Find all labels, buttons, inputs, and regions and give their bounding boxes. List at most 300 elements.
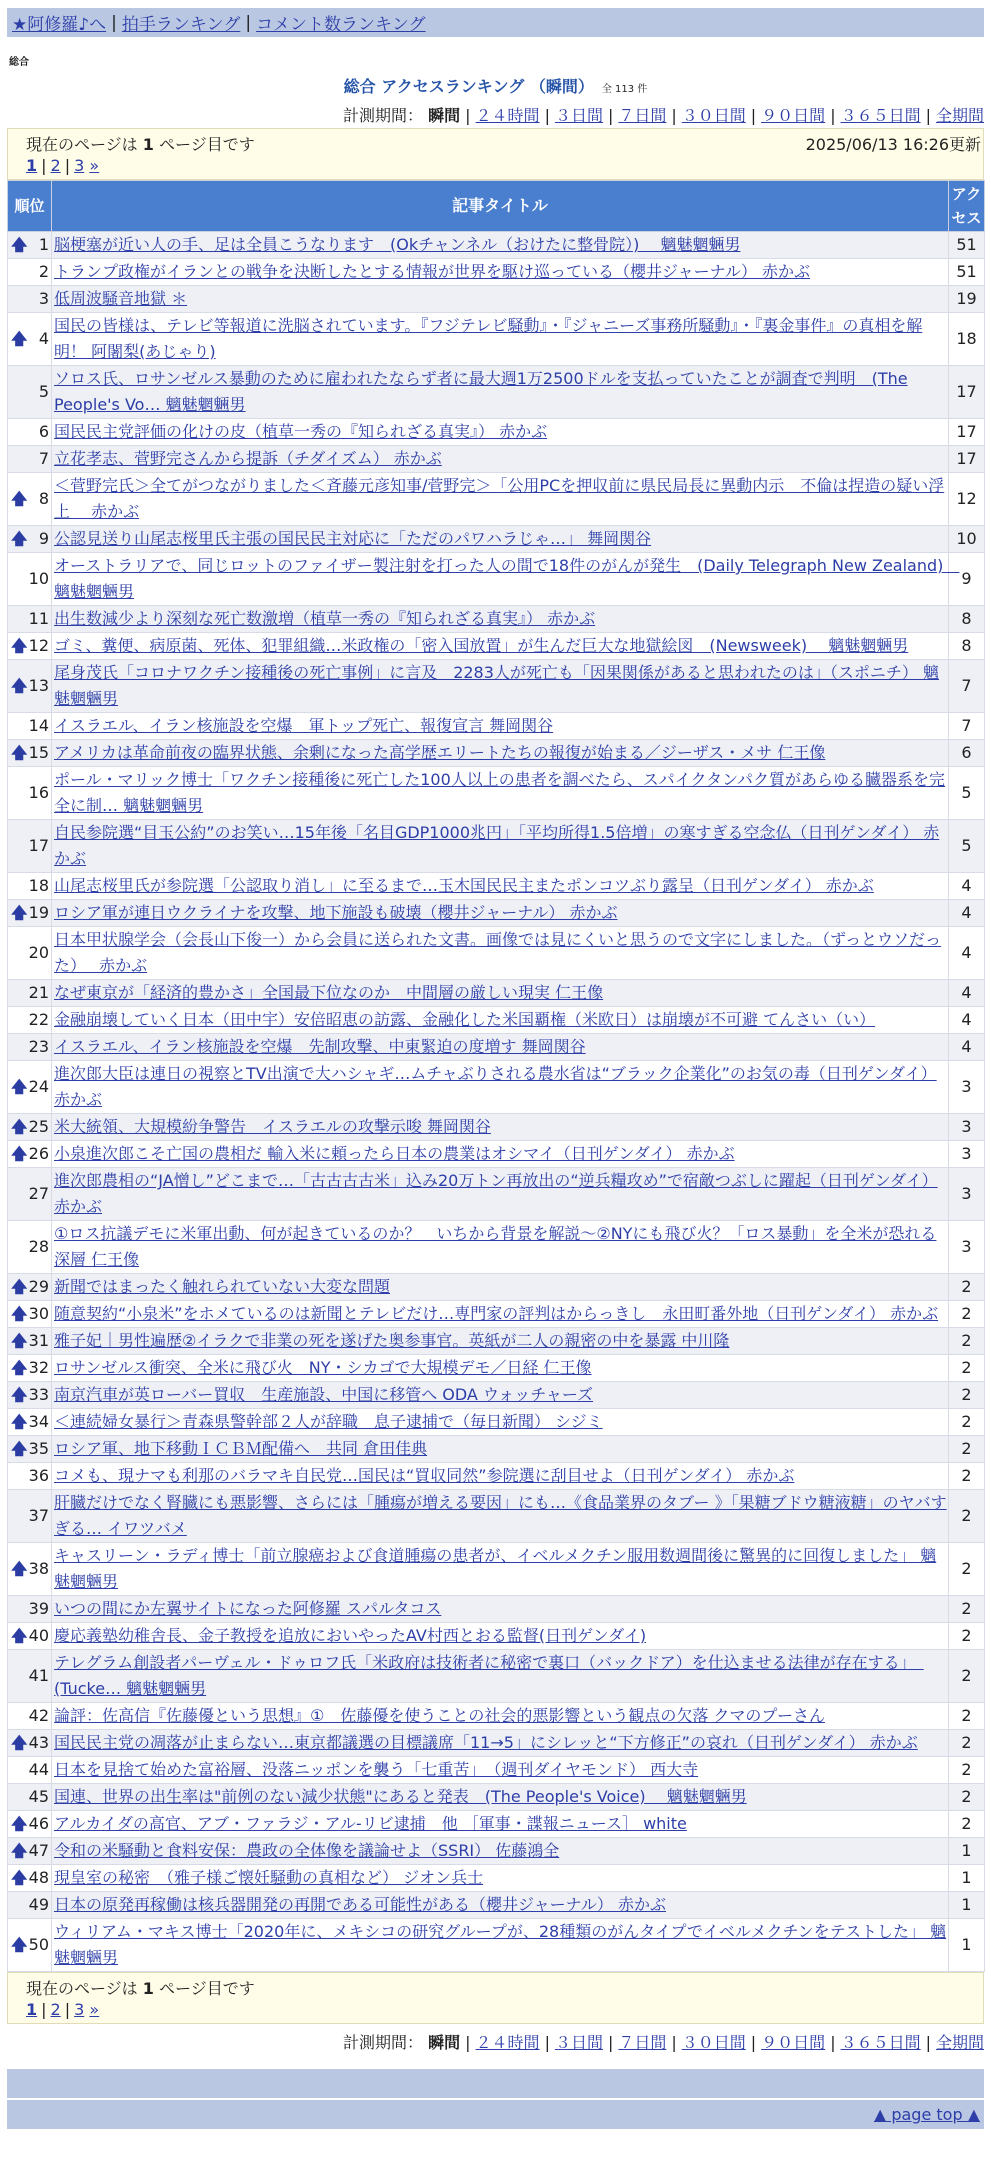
access-count: 2 [949, 1596, 985, 1623]
article-link[interactable]: 肝臓だけでなく腎臓にも悪影響、さらには「腫瘍が増える要因」にも…《食品業界のタブー 》「果糖ブドウ糖液糖」のヤバすぎる… イワツバメ [54, 1493, 947, 1538]
title-cell [52, 526, 949, 553]
rank-cell [8, 1811, 52, 1838]
rank-cell [8, 1650, 52, 1703]
access-count: 3 [949, 1061, 985, 1114]
access-count: 2 [949, 1301, 985, 1328]
title-cell [52, 660, 949, 713]
title-cell [52, 1114, 949, 1141]
table-row [8, 820, 985, 873]
article-link[interactable]: 立花孝志、菅野完さんから提訴（チダイズム） 赤かぶ [54, 449, 442, 468]
rank-up-arrow-icon: 🡅 [11, 1559, 28, 1578]
table-row [8, 980, 985, 1007]
title-cell [52, 553, 960, 606]
article-link[interactable]: イスラエル、イラン核施設を空爆 軍トップ死亡、報復宣言 舞岡関谷 [54, 716, 554, 735]
access-count: 19 [949, 286, 985, 313]
rank-cell [8, 1007, 52, 1034]
rank-number: 6 [38, 422, 49, 441]
rank-cell [8, 1543, 52, 1596]
table-row [8, 419, 985, 446]
article-link[interactable]: 国民民主党評価の化けの皮（植草一秀の『知られざる真実』） 赤かぶ [54, 422, 548, 441]
article-link[interactable]: 金融崩壊していく日本（田中宇）安倍昭恵の訪露、金融化した米国覇権（米欧日）は崩壊が不可避 てんさい（い） [54, 1010, 876, 1029]
access-count: 2 [949, 1463, 985, 1490]
access-count: 4 [949, 1034, 985, 1061]
table-row [8, 473, 985, 526]
article-link[interactable]: キャスリーン・ラディ博士「前立腺癌および食道腫瘍の患者が、イベルメクチン服用数週間後に驚異的に回復しました」 魑魅魍魎男 [54, 1546, 937, 1591]
rank-number: 38 [28, 1559, 49, 1578]
title-cell [52, 740, 949, 767]
access-count: 2 [949, 1784, 985, 1811]
pager-next[interactable]: » [89, 2000, 100, 2019]
article-link[interactable]: 進次郎農相の“JA憎し”どこまで…「古古古古米」込み20万トン再放出の“逆兵糧攻め”で宿敵つぶしに躍起（日刊ゲンダイ） 赤かぶ [54, 1171, 938, 1216]
article-link[interactable]: イスラエル、イラン核施設を空爆 先制攻撃、中東緊迫の度増す 舞岡関谷 [54, 1037, 586, 1056]
rank-cell [8, 473, 52, 526]
article-link[interactable]: 国連、世界の出生率は"前例のない減少状態"にあると発表 (The People's Voice) 魑魅魍魎男 [54, 1787, 747, 1806]
access-count: 1 [949, 1892, 985, 1919]
rank-cell [8, 1382, 52, 1409]
pager-page-3[interactable]: 3 [74, 156, 85, 175]
rank-number: 15 [28, 743, 49, 762]
rank-up-arrow-icon: 🡅 [11, 1144, 28, 1163]
title-cell [52, 1543, 949, 1596]
rank-up-arrow-icon: 🡅 [11, 676, 28, 695]
article-link[interactable]: オーストラリアで、同じロットのファイザー製注射を打った人の間で18件のがんが発生 (Daily Telegraph New Zealand) 魑魅魍魎男 [54, 556, 960, 601]
table-row [8, 1463, 985, 1490]
article-link[interactable]: 日本甲状腺学会（会長山下俊一）から会員に送られた文書。画像では見にくいと思うので文字にしました。（ずっとウソだった） 赤かぶ [54, 930, 942, 975]
access-count: 8 [949, 633, 985, 660]
article-link[interactable]: 慶応義塾幼稚舎長、金子教授を追放においやったAV村西とおる監督(日刊ゲンダイ) [54, 1626, 647, 1645]
article-link[interactable]: 出生数減少より深刻な死亡数激増（植草一秀の『知られざる真実』） 赤かぶ [54, 609, 596, 628]
rank-up-arrow-icon: 🡅 [11, 1331, 28, 1350]
access-count: 4 [949, 1007, 985, 1034]
rank-number: 25 [28, 1117, 49, 1136]
access-count: 51 [949, 259, 985, 286]
rank-up-arrow-icon: 🡅 [11, 235, 28, 254]
article-link[interactable]: ゴミ、糞便、病原菌、死体、犯罪組織…米政権の「密入国放置」が生んだ巨大な地獄絵図 (Newsweek) 魑魅魍魎男 [54, 636, 909, 655]
period-3d-link[interactable]: ３日間 [554, 106, 603, 125]
pager-page-2[interactable]: 2 [50, 2000, 61, 2019]
page-info-number: 1 [142, 135, 154, 154]
rank-number: 7 [38, 449, 49, 468]
article-link[interactable]: トランプ政権がイランとの戦争を決断したとする情報が世界を駆け巡っている（櫻井ジャーナル） 赤かぶ [54, 262, 810, 281]
clap-ranking-link[interactable]: 拍手ランキング [121, 15, 241, 35]
rank-number: 11 [28, 609, 49, 628]
period-90d-link[interactable]: ９０日間 [761, 2033, 826, 2052]
table-row [8, 1409, 985, 1436]
site-tag: 総合 [9, 57, 29, 68]
rank-cell [8, 1892, 52, 1919]
rank-cell [8, 900, 52, 927]
table-row [8, 1061, 985, 1114]
title-cell [52, 286, 949, 313]
rank-up-arrow-icon: 🡅 [11, 1439, 28, 1458]
rank-number: 3 [38, 289, 49, 308]
access-count: 17 [949, 446, 985, 473]
title-cell [52, 1221, 949, 1274]
title-cell [52, 1328, 949, 1355]
rank-cell [8, 660, 52, 713]
rank-cell [8, 259, 52, 286]
title-cell [52, 1892, 949, 1919]
access-count: 17 [949, 419, 985, 446]
rank-cell [8, 1436, 52, 1463]
title-cell [52, 1409, 949, 1436]
rank-number: 42 [28, 1706, 49, 1725]
title-cell [52, 473, 949, 526]
rank-cell [8, 1274, 52, 1301]
rank-up-arrow-icon: 🡅 [11, 1385, 28, 1404]
period-all-link[interactable]: 全期間 [935, 2033, 984, 2052]
title-cell [52, 366, 949, 419]
table-row [8, 259, 985, 286]
rank-number: 29 [28, 1277, 49, 1296]
rank-number: 20 [28, 943, 49, 962]
article-link[interactable]: 現皇室の秘密 （雅子様ご懐妊騒動の真相など） ジオン兵士 [54, 1868, 484, 1887]
title-cell [52, 1382, 949, 1409]
title-cell [52, 606, 949, 633]
rank-cell [8, 1221, 52, 1274]
rank-up-arrow-icon: 🡅 [11, 1304, 28, 1323]
period-365d-link[interactable]: ３６５日間 [840, 2033, 921, 2052]
article-link[interactable]: 国民民主党の凋落が止まらない…東京都議選の目標議席「11→5」にシレッと“下方修正”の哀れ（日刊ゲンダイ） 赤かぶ [54, 1733, 918, 1752]
rank-cell [8, 1114, 52, 1141]
rank-cell [8, 1784, 52, 1811]
rank-number: 8 [38, 489, 49, 508]
title-cell [52, 419, 949, 446]
rank-cell [8, 1838, 52, 1865]
rank-cell [8, 1463, 52, 1490]
rank-cell [8, 1865, 52, 1892]
rank-number: 5 [38, 382, 49, 401]
pager-page-3[interactable]: 3 [74, 2000, 85, 2019]
table-row [8, 1703, 985, 1730]
table-row [8, 1757, 985, 1784]
access-count: 12 [949, 473, 985, 526]
table-row [8, 366, 985, 419]
access-count: 2 [949, 1436, 985, 1463]
page-info-suffix: ページ目です [159, 135, 255, 154]
table-row [8, 1382, 985, 1409]
rank-cell [8, 873, 52, 900]
rank-cell [8, 1730, 52, 1757]
pager-next[interactable]: » [89, 156, 100, 175]
table-row [8, 873, 985, 900]
page-top-bar [7, 2100, 984, 2129]
article-link[interactable]: ロシア軍が連日ウクライナを攻撃、地下施設も破壊（櫻井ジャーナル） 赤かぶ [54, 903, 618, 922]
article-link[interactable]: 山尾志桜里氏が参院選「公認取り消し」に至るまで…玉木国民民主またポンコツぶり露呈（日刊ゲンダイ） 赤かぶ [54, 876, 874, 895]
access-count: 2 [949, 1730, 985, 1757]
rank-number: 24 [28, 1077, 49, 1096]
access-count: 2 [949, 1382, 985, 1409]
table-row [8, 1328, 985, 1355]
table-row [8, 1623, 985, 1650]
rank-cell [8, 820, 52, 873]
rank-number: 23 [28, 1037, 49, 1056]
rank-cell [8, 232, 52, 259]
article-link[interactable]: 随意契約“小泉米”をホメているのは新聞とテレビだけ…専門家の評判はからっきし 永田町番外地（日刊ゲンダイ） 赤かぶ [54, 1304, 939, 1323]
table-row [8, 1543, 985, 1596]
rank-number: 22 [28, 1010, 49, 1029]
article-link[interactable]: 雅子妃｜男性遍歴②イラクで非業の死を遂げた奥参事官。英紙が二人の親密の中を暴露 中川隆 [54, 1331, 730, 1350]
title-cell [52, 1596, 949, 1623]
article-link[interactable]: アルカイダの高官、アブ・ファラジ・アル-リビ逮捕 他 ［軍事・諜報ニュース］ white [54, 1814, 687, 1833]
page-info [26, 132, 255, 155]
home-link[interactable]: ★阿修羅♪へ [12, 15, 107, 35]
article-link[interactable]: 公認見送り山尾志桜里氏主張の国民民主対応に「ただのパワハラじゃ…」 舞岡関谷 [54, 529, 652, 548]
title-cell [52, 713, 949, 740]
article-link[interactable]: 脳梗塞が近い人の手、足は全員こうなります (Okチャンネル（おけたに整骨院）) 魑魅魍魎男 [54, 235, 741, 254]
title-cell [52, 1730, 949, 1757]
title-cell [52, 1463, 949, 1490]
table-row [8, 553, 985, 606]
table-row [8, 1436, 985, 1463]
rank-up-arrow-icon: 🡅 [11, 1935, 28, 1954]
access-count: 2 [949, 1409, 985, 1436]
title-cell [52, 927, 949, 980]
table-row [8, 1892, 985, 1919]
bottom-bar [7, 2069, 984, 2098]
period-7d-link[interactable]: ７日間 [618, 2033, 667, 2052]
title-cell [52, 1274, 949, 1301]
access-count: 4 [949, 873, 985, 900]
article-link[interactable]: 論評：佐高信『佐藤優という思想』① 佐藤優を使うことの社会的悪影響という観点の欠落 クマのプーさん [54, 1706, 825, 1725]
period-label: 計測期間： [343, 106, 424, 125]
article-link[interactable]: いつの間にか左翼サイトになった阿修羅 スパルタコス [54, 1599, 442, 1618]
table-row [8, 526, 985, 553]
title-cell [52, 1919, 949, 1972]
access-count: 2 [949, 1543, 985, 1596]
rank-number: 32 [28, 1358, 49, 1377]
table-row [8, 1034, 985, 1061]
period-label: 計測期間： [343, 2033, 424, 2052]
pager-page-1[interactable]: 1 [26, 2000, 38, 2019]
title-cell [52, 259, 949, 286]
rank-up-arrow-icon: 🡅 [11, 1412, 28, 1431]
rank-number: 4 [38, 329, 49, 348]
title-cell [52, 1490, 949, 1543]
column-header-rank: 順位 [8, 181, 52, 232]
article-link[interactable]: なぜ東京が「経済的豊かさ」全国最下位なのか 中間層の厳しい現実 仁王像 [54, 983, 604, 1002]
access-count: 2 [949, 1703, 985, 1730]
rank-cell [8, 927, 52, 980]
pager: 1 | 2 | 3 » [26, 156, 100, 175]
table-row [8, 633, 985, 660]
table-row [8, 1301, 985, 1328]
table-row [8, 313, 985, 366]
period-30d-link[interactable]: ３０日間 [681, 2033, 746, 2052]
page-info-number: 1 [142, 1979, 154, 1998]
access-count: 4 [949, 980, 985, 1007]
rank-number: 2 [38, 262, 49, 281]
title-cell [52, 1141, 949, 1168]
rank-cell [8, 446, 52, 473]
article-link[interactable]: ＜連続婦女暴行＞青森県警幹部２人が辞職 息子逮捕で（毎日新聞） シジミ [54, 1412, 603, 1431]
ranking-body [8, 232, 985, 1972]
period-selector-bottom: 計測期間： 瞬間 | ２４時間 | ３日間 | ７日間 | ３０日間 | ９０日間 | ３６５日間 | 全期間 [343, 2033, 984, 2052]
rank-cell [8, 419, 52, 446]
access-count: 2 [949, 1355, 985, 1382]
page-title-text: 総合 アクセスランキング （瞬間） [343, 77, 594, 96]
access-count: 2 [949, 1757, 985, 1784]
article-link[interactable]: 国民の皆様は、テレビ等報道に洗脳されています。『フジテレビ騒動』・『ジャニーズ事務所騒動』・『裏金事件』の真相を解明！ 阿闍梨(あじゃり) [54, 316, 923, 361]
rank-up-arrow-icon: 🡅 [11, 1358, 28, 1377]
page-title [0, 74, 991, 97]
article-link[interactable]: ＜菅野完氏＞全てがつながりました＜斉藤元彦知事/菅野完＞「公用PCを押収前に県民局長に異動内示 不倫は捏造の疑い浮上 赤かぶ [54, 476, 945, 521]
item-count: 全 113 件 [601, 84, 648, 95]
title-cell [52, 1811, 949, 1838]
article-link[interactable]: ロサンゼルス衝突、全米に飛び火 NY・シカゴで大規模デモ／日経 仁王像 [54, 1358, 592, 1377]
article-link[interactable]: ソロス氏、ロサンゼルス暴動のために雇われたならず者に最大週1万2500ドルを支払っていたことが調査で判明 (The People's Vo… 魑魅魍魎男 [54, 369, 908, 414]
article-link[interactable]: 小泉進次郎こそ亡国の農相だ 輸入米に頼ったら日本の農業はオシマイ（日刊ゲンダイ） 赤かぶ [54, 1144, 735, 1163]
table-row [8, 1730, 985, 1757]
rank-cell [8, 286, 52, 313]
article-link[interactable]: 日本の原発再稼働は核兵器開発の再開である可能性がある（櫻井ジャーナル） 赤かぶ [54, 1895, 666, 1914]
article-link[interactable]: 低周波騒音地獄 ＊ [54, 289, 188, 308]
article-link[interactable]: テレグラム創設者パーヴェル・ドゥロフ氏「米政府は技術者に秘密で裏口（バックドア）を仕込ませる法律が存在する」 (Tucke… 魑魅魍魎男 [54, 1653, 924, 1698]
page-top-link[interactable]: ▲ page top ▲ [873, 2105, 980, 2124]
column-header-title: 記事タイトル [52, 181, 949, 232]
title-cell [52, 1784, 949, 1811]
period-all-link[interactable]: 全期間 [935, 106, 984, 125]
pager-page-1[interactable]: 1 [26, 156, 38, 175]
article-link[interactable]: ①ロス抗議デモに米軍出動、何が起きているのか？ いちから背景を解説～②NYにも飛び火？「ロス暴動」を全米が恐れる深層 仁王像 [54, 1224, 937, 1269]
access-count: 8 [949, 606, 985, 633]
rank-cell [8, 1703, 52, 1730]
rank-up-arrow-icon: 🡅 [11, 1277, 28, 1296]
rank-up-arrow-icon: 🡅 [11, 329, 28, 348]
access-count: 4 [949, 900, 985, 927]
rank-number: 50 [28, 1935, 49, 1954]
page-info [26, 1976, 255, 1999]
rank-cell [8, 713, 52, 740]
rank-cell [8, 767, 52, 820]
rank-up-arrow-icon: 🡅 [11, 1841, 28, 1860]
pager-page-2[interactable]: 2 [50, 156, 61, 175]
rank-number: 31 [28, 1331, 49, 1350]
rank-number: 9 [38, 529, 49, 548]
table-row [8, 1355, 985, 1382]
article-link[interactable]: ポール・マリック博士「ワクチン接種後に死亡した100人以上の患者を調べたら、スパイクタンパク質があらゆる臓器系を完全に制… 魑魅魍魎男 [54, 770, 946, 815]
article-link[interactable]: 令和の米騒動と食料安保：農政の全体像を議論せよ（SSRI） 佐藤鴻全 [54, 1841, 560, 1860]
rank-number: 30 [28, 1304, 49, 1323]
table-row [8, 767, 985, 820]
title-cell [52, 1865, 949, 1892]
title-cell [52, 1623, 949, 1650]
rank-cell [8, 366, 52, 419]
rank-up-arrow-icon: 🡅 [11, 1814, 28, 1833]
period-selector: 計測期間： 瞬間 | ２４時間 | ３日間 | ７日間 | ３０日間 | ９０日間 | ３６５日間 | 全期間 [343, 106, 984, 125]
title-cell [52, 633, 949, 660]
access-count: 3 [949, 1114, 985, 1141]
table-row [8, 1221, 985, 1274]
period-24h-link[interactable]: ２４時間 [475, 106, 540, 125]
access-count: 10 [949, 526, 985, 553]
rank-number: 10 [28, 569, 49, 588]
table-row [8, 927, 985, 980]
article-link[interactable]: 米大統領、大規模紛争警告 イスラエルの攻撃示唆 舞岡関谷 [54, 1117, 491, 1136]
period-365d-link[interactable]: ３６５日間 [840, 106, 921, 125]
period-90d-link[interactable]: ９０日間 [761, 106, 826, 125]
rank-number: 27 [28, 1184, 49, 1203]
access-count: 2 [949, 1623, 985, 1650]
article-link[interactable]: 新聞ではまったく触れられていない大変な問題 [54, 1277, 391, 1296]
rank-cell [8, 1596, 52, 1623]
access-count: 1 [949, 1865, 985, 1892]
rank-number: 13 [28, 676, 49, 695]
title-cell [52, 1355, 949, 1382]
ranking-table [7, 180, 985, 1972]
rank-cell [8, 1409, 52, 1436]
period-30d-link[interactable]: ３０日間 [681, 106, 746, 125]
table-row [8, 1141, 985, 1168]
period-3d-link[interactable]: ３日間 [554, 2033, 603, 2052]
access-count: 3 [949, 1168, 985, 1221]
top-nav [7, 8, 984, 37]
rank-number: 37 [28, 1506, 49, 1525]
title-cell [52, 820, 949, 873]
rank-cell [8, 1490, 52, 1543]
rank-cell [8, 1168, 52, 1221]
article-link[interactable]: コメも、現ナマも利那のバラマキ自民党…国民は“買収同然”参院選に刮目せよ（日刊ゲンダイ） 赤かぶ [54, 1466, 795, 1485]
rank-cell [8, 1141, 52, 1168]
rank-number: 43 [28, 1733, 49, 1752]
title-cell [52, 1007, 949, 1034]
access-count: 4 [949, 927, 985, 980]
table-row [8, 740, 985, 767]
rank-number: 19 [28, 903, 49, 922]
article-link[interactable]: 尾身茂氏「コロナワクチン接種後の死亡事例」に言及 2283人が死亡も「因果関係があると思われたのは」（スポニチ） 魑魅魍魎男 [54, 663, 940, 708]
page-info-box [7, 128, 984, 180]
rank-number: 44 [28, 1760, 49, 1779]
access-count: 2 [949, 1274, 985, 1301]
period-24h-link[interactable]: ２４時間 [475, 2033, 540, 2052]
rank-number: 45 [28, 1787, 49, 1806]
table-row [8, 1811, 985, 1838]
article-link[interactable]: 進次郎大臣は連日の視察とTV出演で大ハシャギ…ムチャぶりされる農水省は“ブラック企業化”のお気の毒（日刊ゲンダイ） 赤かぶ [54, 1064, 937, 1109]
table-row [8, 1114, 985, 1141]
rank-cell [8, 740, 52, 767]
access-count: 1 [949, 1838, 985, 1865]
table-row [8, 1838, 985, 1865]
table-row [8, 713, 985, 740]
access-count: 51 [949, 232, 985, 259]
article-link[interactable]: 日本を見捨て始めた富裕層、没落ニッポンを襲う「七重苦」 （週刊ダイヤモンド） 西大寺 [54, 1760, 699, 1779]
rank-number: 34 [28, 1412, 49, 1431]
article-link[interactable]: アメリカは革命前夜の臨界状態、余剰になった高学歴エリートたちの報復が始まる／ジーザス・メサ 仁王像 [54, 743, 826, 762]
rank-up-arrow-icon: 🡅 [11, 1626, 28, 1645]
article-link[interactable]: 南京汽車が英ローバー買収 生産施設、中国に移管へ ODA ウォッチャーズ [54, 1385, 594, 1404]
article-link[interactable]: ロシア軍、地下移動ＩＣＢＭ配備へ 共同 倉田佳典 [54, 1439, 428, 1458]
comment-ranking-link[interactable]: コメント数ランキング [256, 15, 426, 35]
access-count: 2 [949, 1650, 985, 1703]
table-row [8, 446, 985, 473]
table-row [8, 1784, 985, 1811]
table-row [8, 1007, 985, 1034]
article-link[interactable]: 自民参院選“目玉公約”のお笑い…15年後「名目GDP1000兆円」「平均所得1.5倍増」の寒すぎる空念仏（日刊ゲンダイ） 赤かぶ [54, 823, 940, 868]
title-cell [52, 767, 949, 820]
rank-number: 41 [28, 1666, 49, 1685]
rank-cell [8, 1919, 52, 1972]
article-link[interactable]: ウィリアム・マキス博士「2020年に、メキシコの研究グループが、28種類のがんタイプでイベルメクチンをテストした」 魑魅魍魎男 [54, 1922, 947, 1967]
table-row [8, 1168, 985, 1221]
period-7d-link[interactable]: ７日間 [618, 106, 667, 125]
title-cell [52, 1436, 949, 1463]
title-cell [52, 1838, 949, 1865]
access-count: 9 [949, 553, 985, 606]
table-row [8, 1865, 985, 1892]
rank-number: 18 [28, 876, 49, 895]
table-row [8, 1490, 985, 1543]
table-row [8, 1596, 985, 1623]
